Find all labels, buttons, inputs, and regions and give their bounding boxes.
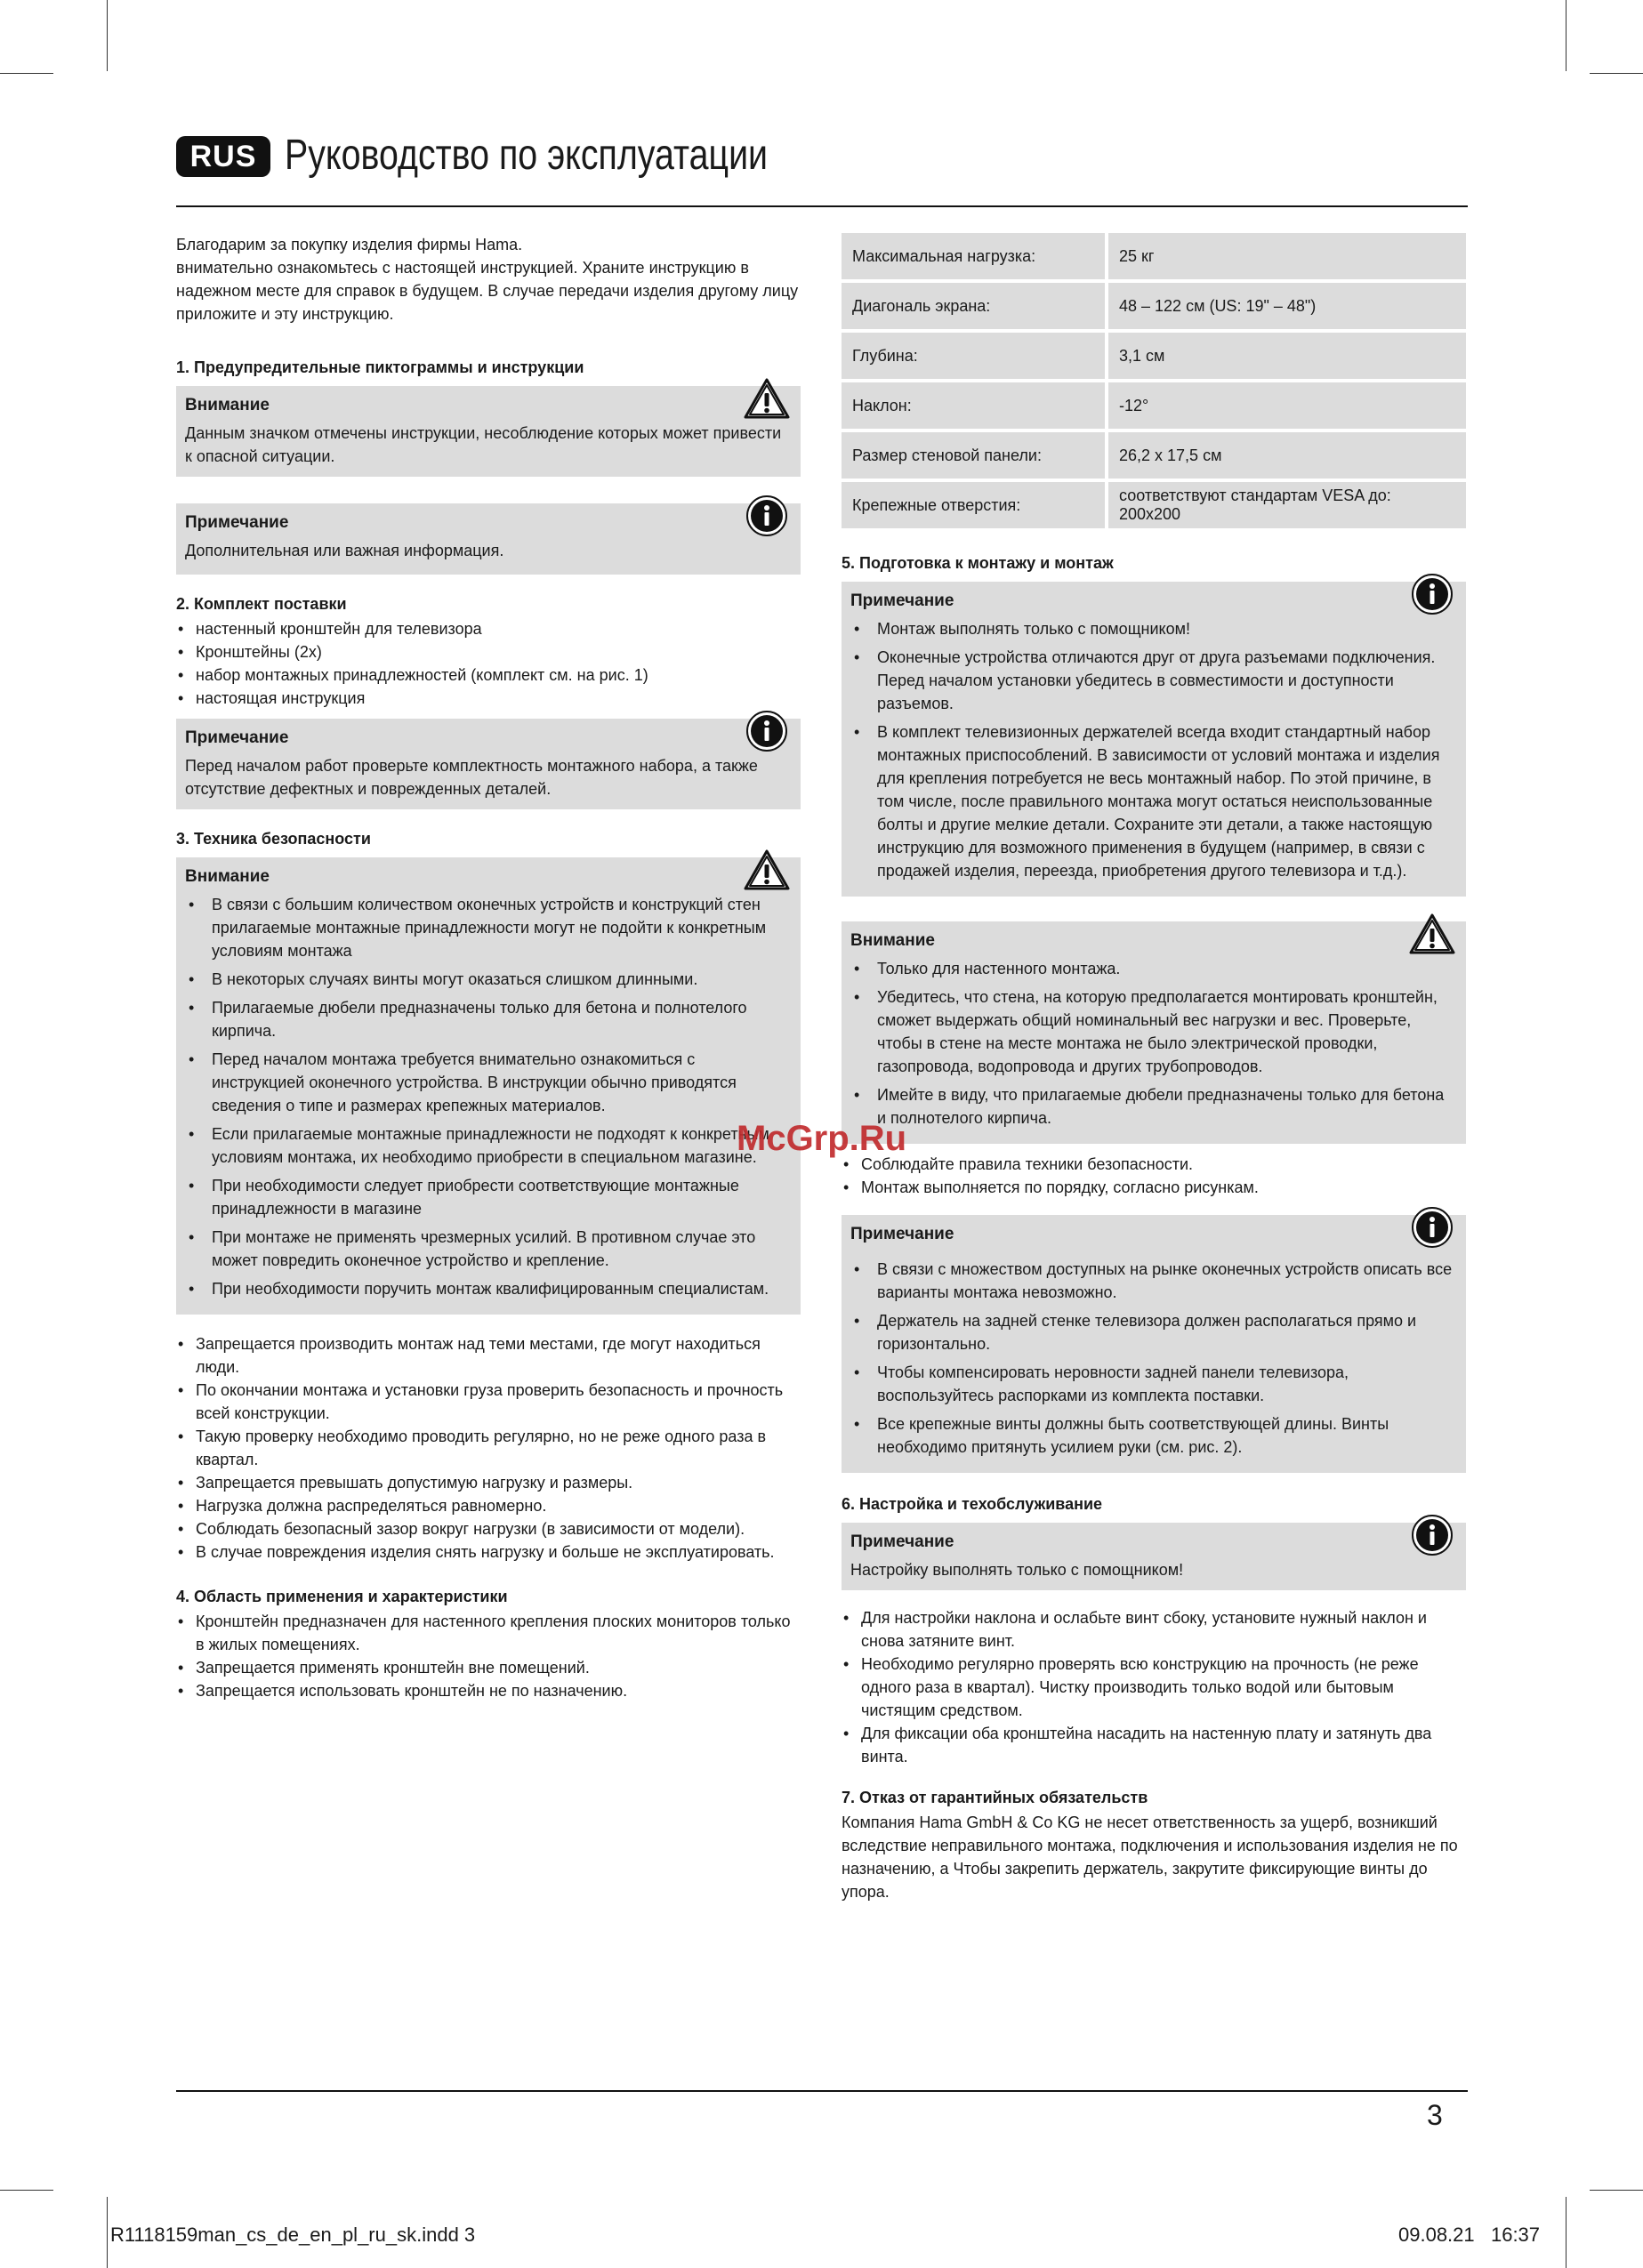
list-item: • При монтаже не применять чрезмерных усилий. В противном случае это может повредить оконечное устройство и крепление. — [185, 1226, 792, 1272]
list-item: • Прилагаемые дюбели предназначены только для бетона и полнотелого кирпича. — [185, 996, 792, 1042]
info-circle-icon — [744, 710, 790, 752]
box-title: Внимание — [185, 396, 270, 414]
list-item: • Только для настенного монтажа. — [850, 957, 1457, 980]
box-title: Примечание — [850, 591, 954, 610]
spec-label: Крепежные отверстия: — [842, 482, 1108, 528]
list-item: • Запрещается использовать кронштейн не по назначению. — [176, 1679, 801, 1702]
info-circle-icon — [744, 495, 790, 537]
list-item: • Запрещается применять кронштейн вне помещений. — [176, 1656, 801, 1679]
table-row — [842, 482, 1466, 528]
spec-label: Максимальная нагрузка: — [842, 233, 1108, 279]
slug-datetime: 09.08.21 16:37 — [1398, 2224, 1541, 2246]
section-title: 4. Область применения и характеристики — [176, 1588, 508, 1605]
footer-rule — [176, 2090, 1468, 2092]
bullet-list — [850, 1258, 1457, 1459]
list-item: • Кронштейны (2x) — [176, 640, 801, 664]
table-row — [842, 233, 1466, 279]
spec-value: 25 кг — [1108, 233, 1466, 279]
specifications-table — [842, 229, 1466, 532]
spec-label: Наклон: — [842, 382, 1108, 429]
bullet-list — [176, 1610, 801, 1702]
list-item: • По окончании монтажа и установки груза проверить безопасность и прочность всей конструкции. — [176, 1379, 801, 1425]
spec-label: Размер стеновой панели: — [842, 432, 1108, 479]
warning-triangle-icon — [1409, 913, 1455, 955]
intro-line: Благодарим за покупку изделия фирмы Hama. — [176, 236, 523, 253]
table-row — [842, 333, 1466, 379]
crop-mark — [107, 0, 108, 71]
note-box — [842, 582, 1466, 897]
list-item: • В связи с большим количеством оконечных устройств и конструкций стен прилагаемые монтажные принадлежности могут не подойти к конкретным условиям монтажа — [185, 893, 792, 962]
paragraph: Компания Hama GmbH & Co KG не несет ответственность за ущерб, возникший вследствие неправильного монтажа, подключения и использования изделия не по назначению, а Чтобы закрепить держатель, закрутите фиксирующие винты до упора. — [842, 1814, 1458, 1901]
note-box — [842, 1523, 1466, 1590]
bullet-list — [176, 1332, 801, 1564]
list-item: • При необходимости поручить монтаж квалифицированным специалистам. — [185, 1277, 792, 1300]
list-item: • Чтобы компенсировать неровности задней панели телевизора, воспользуйтесь распорками из комплекта поставки. — [850, 1361, 1457, 1407]
list-item: • Для настройки наклона и ослабьте винт сбоку, установите нужный наклон и снова затяните винт. — [842, 1606, 1466, 1653]
page-title: Руководство по эксплуатации — [285, 132, 769, 179]
crop-mark — [0, 73, 53, 74]
list-item: • Монтаж выполнять только с помощником! — [850, 617, 1457, 640]
bullet-list — [842, 1153, 1466, 1199]
crop-mark — [107, 2197, 108, 2268]
list-item: • Запрещается превышать допустимую нагрузку и размеры. — [176, 1471, 801, 1494]
note-box — [176, 719, 801, 809]
list-item: • В комплект телевизионных держателей всегда входит стандартный набор монтажных приспособлений. В зависимости от условий монтажа и изделия для крепления потребуется не весь монтажный набор. По этой причине, в том числе, после правильного монтажа могут остаться неиспользованные болты и другие мелкие детали. Сохраните эти детали, а также настоящую инструкцию для возможного применения в будущем (например, в связи с продажей изделия, переезда, приобретения другого телевизора и т.д.). — [850, 720, 1457, 882]
info-circle-icon — [1409, 573, 1455, 615]
language-badge: RUS — [176, 136, 270, 177]
list-item: • Для фиксации оба кронштейна насадить на настенную плату и затянуть два винта. — [842, 1722, 1466, 1768]
box-text: Настройку выполнять только с помощником! — [850, 1561, 1184, 1579]
box-text: Дополнительная или важная информация. — [185, 542, 504, 559]
box-title: Внимание — [850, 931, 935, 950]
list-item: • В некоторых случаях винты могут оказаться слишком длинными. — [185, 968, 792, 991]
box-title: Примечание — [185, 513, 289, 532]
bullet-list — [176, 617, 801, 710]
right-column — [842, 233, 1466, 1903]
spec-value: -12° — [1108, 382, 1466, 429]
info-circle-icon — [1409, 1514, 1455, 1556]
list-item: • Такую проверку необходимо проводить регулярно, но не реже одного раза в квартал. — [176, 1425, 801, 1471]
section-title: 6. Настройка и техобслуживание — [842, 1495, 1103, 1513]
box-text: Данным значком отмечены инструкции, несоблюдение которых может привести к опасной ситуации. — [185, 424, 782, 465]
box-title: Примечание — [850, 1225, 954, 1243]
table-row — [842, 382, 1466, 429]
box-title: Внимание — [185, 867, 270, 886]
table-row — [842, 432, 1466, 479]
warning-triangle-icon — [744, 377, 790, 420]
spec-value: 3,1 см — [1108, 333, 1466, 379]
list-item: • Необходимо регулярно проверять всю конструкцию на прочность (не реже одного раза в квартал). Чистку производить только водой или бытовым чистящим средством. — [842, 1653, 1466, 1722]
left-column — [176, 233, 801, 1702]
warning-box — [842, 921, 1466, 1144]
section-title: 5. Подготовка к монтажу и монтаж — [842, 554, 1114, 572]
list-item: • Запрещается производить монтаж над теми местами, где могут находиться люди. — [176, 1332, 801, 1379]
note-box — [842, 1215, 1466, 1473]
crop-mark — [0, 2190, 53, 2191]
list-item: • Все крепежные винты должны быть соответствующей длины. Винты необходимо притянуть усилием руки (см. рис. 2). — [850, 1412, 1457, 1459]
list-item: • Убедитесь, что стена, на которую предполагается монтировать кронштейн, сможет выдержать общий номинальный вес нагрузки и вес. Проверьте, чтобы в стене на месте монтажа не было электрической проводки, газопровода, водопровода и других трубопроводов. — [850, 985, 1457, 1078]
list-item: • При необходимости следует приобрести соответствующие монтажные принадлежности в магазине — [185, 1174, 792, 1220]
list-item: • Перед началом монтажа требуется внимательно ознакомиться с инструкцией оконечного устройства. В инструкции обычно приводятся сведения о типе и размерах крепежных материалов. — [185, 1048, 792, 1117]
crop-mark — [1590, 2190, 1643, 2191]
intro-text: внимательно ознакомьтесь с настоящей инструкцией. Храните инструкцию в надежном месте для справок в будущем. В случае передачи изделия другому лицу приложите и эту инструкцию. — [176, 259, 799, 323]
list-item: • Если прилагаемые монтажные принадлежности не подходят к конкретным условиям монтажа, их необходимо приобрести в специальном магазине. — [185, 1122, 792, 1169]
spec-label: Глубина: — [842, 333, 1108, 379]
box-title: Примечание — [850, 1532, 954, 1551]
warning-box — [176, 857, 801, 1315]
slug-filename: R1118159man_cs_de_en_pl_ru_sk.indd 3 — [110, 2224, 476, 2246]
section-title: 3. Техника безопасности — [176, 830, 371, 848]
info-circle-icon — [1409, 1206, 1455, 1249]
spec-value: 48 – 122 см (US: 19" – 48") — [1108, 283, 1466, 329]
page-header — [176, 129, 1468, 207]
list-item: • Имейте в виду, что прилагаемые дюбели предназначены только для бетона и полнотелого кирпича. — [850, 1083, 1457, 1130]
list-item: • Нагрузка должна распределяться равномерно. — [176, 1494, 801, 1517]
list-item: • В случае повреждения изделия снять нагрузку и больше не эксплуатировать. — [176, 1540, 801, 1564]
list-item: • Соблюдайте правила техники безопасности. — [842, 1153, 1466, 1176]
box-title: Примечание — [185, 728, 289, 747]
section-title: 7. Отказ от гарантийных обязательств — [842, 1789, 1148, 1806]
bullet-list — [842, 1606, 1466, 1768]
page-number: 3 — [1427, 2099, 1443, 2131]
list-item: • настоящая инструкция — [176, 687, 801, 710]
list-item: • Кронштейн предназначен для настенного крепления плоских мониторов только в жилых помещениях. — [176, 1610, 801, 1656]
section-title: 2. Комплект поставки — [176, 595, 347, 613]
note-box — [176, 503, 801, 575]
list-item: • В связи с множеством доступных на рынке оконечных устройств описать все варианты монтажа невозможно. — [850, 1258, 1457, 1304]
warning-box — [176, 386, 801, 477]
crop-mark — [1590, 73, 1643, 74]
table-row — [842, 283, 1466, 329]
list-item: • настенный кронштейн для телевизора — [176, 617, 801, 640]
spec-value: 26,2 x 17,5 см — [1108, 432, 1466, 479]
list-item: • Оконечные устройства отличаются друг от друга разъемами подключения. Перед началом установки убедитесь в совместимости и доступности разъемов. — [850, 646, 1457, 715]
spec-value: соответствуют стандартам VESA до: 200x200 — [1108, 482, 1466, 528]
list-item: • Соблюдать безопасный зазор вокруг нагрузки (в зависимости от модели). — [176, 1517, 801, 1540]
section-title: 1. Предупредительные пиктограммы и инструкции — [176, 358, 584, 376]
list-item: • Монтаж выполняется по порядку, согласно рисункам. — [842, 1176, 1466, 1199]
warning-triangle-icon — [744, 848, 790, 891]
bullet-list — [850, 617, 1457, 882]
list-item: • набор монтажных принадлежностей (комплект см. на рис. 1) — [176, 664, 801, 687]
bullet-list — [185, 893, 792, 1300]
spec-label: Диагональ экрана: — [842, 283, 1108, 329]
watermark: McGrp.Ru — [737, 1119, 907, 1158]
box-text: Перед началом работ проверьте комплектность монтажного набора, а также отсутствие дефектных и поврежденных деталей. — [185, 757, 758, 798]
bullet-list — [850, 957, 1457, 1130]
list-item: • Держатель на задней стенке телевизора должен располагаться прямо и горизонтально. — [850, 1309, 1457, 1355]
